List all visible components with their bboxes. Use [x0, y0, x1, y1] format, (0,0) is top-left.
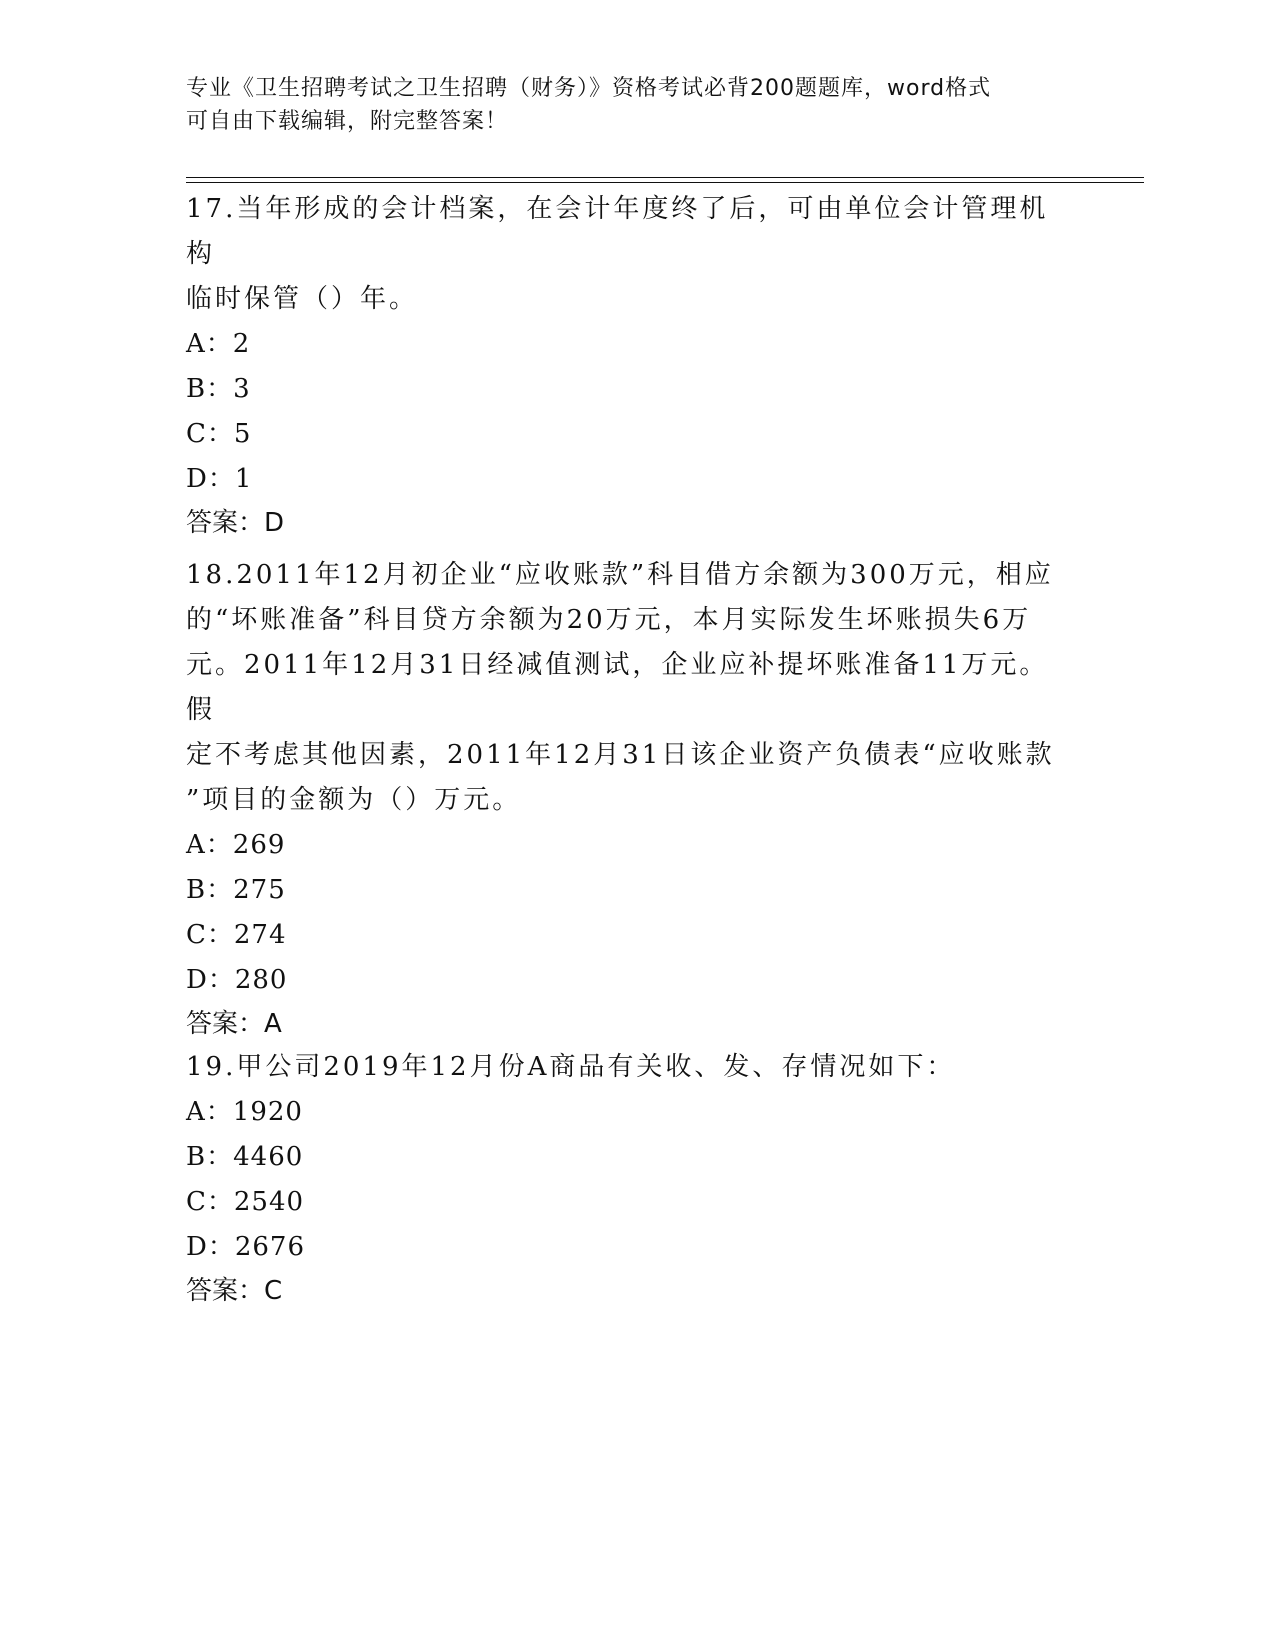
- option-d: D：280: [186, 965, 288, 995]
- question-text-line: 临时保管（）年。: [186, 284, 419, 314]
- question-text-line: ”项目的金额为（）万元。: [186, 785, 522, 815]
- question-17: [186, 187, 1066, 544]
- option-c: C：2540: [186, 1187, 305, 1217]
- option-c: C：5: [186, 419, 252, 449]
- question-text-line: 19.甲公司2019年12月份A商品有关收、发、存情况如下：: [186, 1052, 956, 1082]
- answer: 答案：D: [186, 508, 285, 538]
- option-a: A：1920: [186, 1097, 303, 1127]
- answer: 答案：C: [186, 1276, 283, 1306]
- option-a: A：269: [186, 830, 286, 860]
- option-b: B：275: [186, 875, 286, 905]
- document-header: [186, 72, 1066, 138]
- question-text-line: 元。2011年12月31日经减值测试，企业应补提坏账准备11万元。假: [186, 650, 1049, 725]
- question-text-line: 17.当年形成的会计档案，在会计年度终了后，可由单位会计管理机构: [186, 194, 1049, 269]
- answer: 答案：A: [186, 1009, 282, 1039]
- question-18: [186, 553, 1066, 1045]
- question-text-line: 定不考虑其他因素，2011年12月31日该企业资产负债表“应收账款: [186, 740, 1055, 770]
- option-a: A：2: [186, 329, 251, 359]
- header-divider-bottom: [186, 182, 1144, 183]
- question-text-line: 的“坏账准备”科目贷方余额为20万元，本月实际发生坏账损失6万: [186, 605, 1032, 635]
- option-d: D：2676: [186, 1232, 306, 1262]
- question-19: [186, 1045, 1066, 1312]
- option-b: B：3: [186, 374, 251, 404]
- question-text-line: 18.2011年12月初企业“应收账款”科目借方余额为300万元，相应: [186, 560, 1054, 590]
- header-line-2: 可自由下载编辑，附完整答案！: [186, 109, 509, 134]
- option-c: C：274: [186, 920, 287, 950]
- option-b: B：4460: [186, 1142, 304, 1172]
- header-divider-top: [186, 177, 1144, 178]
- header-line-1: 专业《卫生招聘考试之卫生招聘（财务）》资格考试必背200题题库，word格式: [186, 76, 992, 101]
- option-d: D：1: [186, 464, 253, 494]
